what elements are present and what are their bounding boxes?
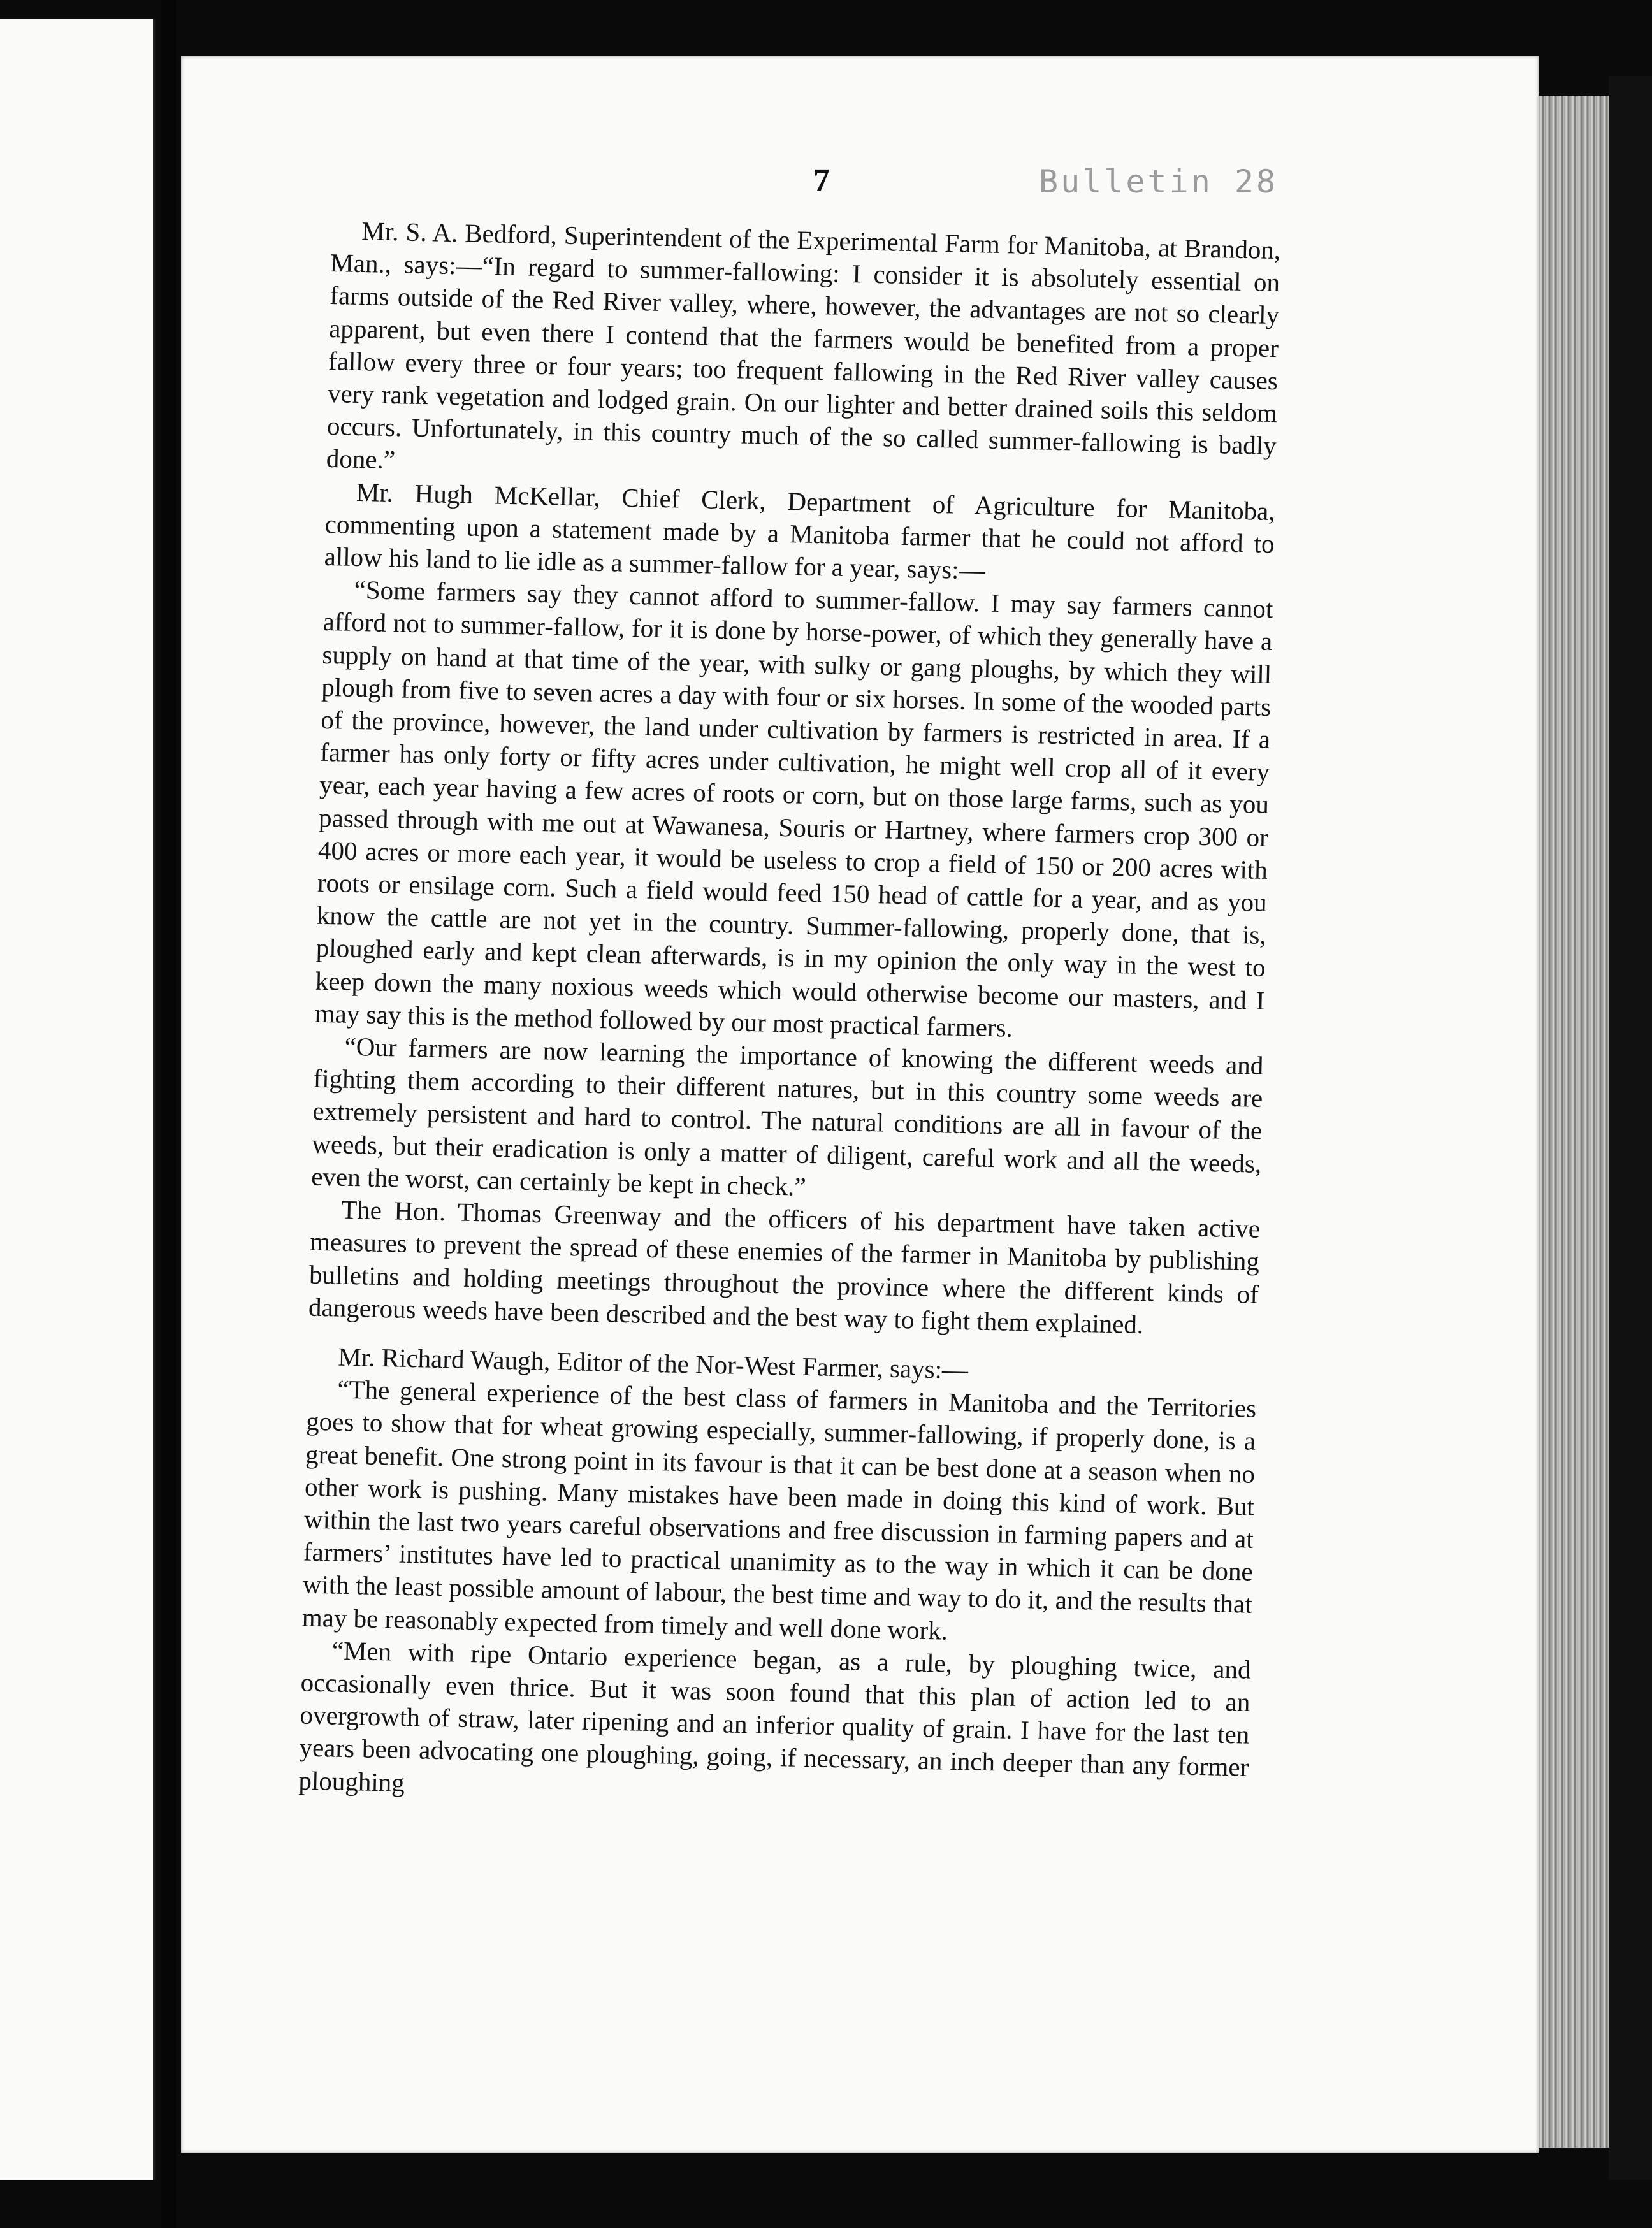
- paragraph-waugh-quote-2: “Men with ripe Ontario experience began, as a rule, by ploughing twice, and occasionally even thrice. But it was soon found that this plan of action led to an overgrowth of straw, later ripening and an inferior quality of grain. I have for the last ten years been advocating one ploughing, going, if necessary, an inch deeper than any former ploughing: [298, 1635, 1251, 1797]
- paragraph-waugh-intro: Mr. Richard Waugh, Editor of the Nor-West Farmer, says:—: [337, 1342, 969, 1385]
- paragraph-mckellar-intro: Mr. Hugh McKellar, Chief Clerk, Department of Agriculture for Manitoba, commenting upon a statement made by a Manitoba farmer that he could not afford to allow his land to lie idle as a summer-fallow for a year, says:—: [324, 477, 1276, 585]
- paragraph-mckellar-quote-1: “Some farmers say they cannot afford to summer-fallow. I may say farmers cannot afford not to summer-fallow, for it is done by horse-power, of which they generally have a supply on hand at that time of the year, with sulky or gang ploughs, by which they will plough from five to seven acres a day with four or six horses. In some of the wooded parts of the province, however, the land under cultivation by farmers is restricted in area. If a farmer has only forty or fifty acres under cultivation, he might well crop all of it every year, each year having a few acres of roots or corn, but on those large farms, such as you passed through with me out at Wawanesa, Souris or Hartney, where farmers crop 300 or 400 acres or more each year, it would be useless to crop a field of 150 or 200 acres with roots or ensilage corn. Such a field would feed 150 head of cattle for a year, and as you know the cattle are not yet in the country. Summer-fallowing, properly done, that is, ploughed early and kept clean afterwards, is in my opinion the only way in the west to keep down the many noxious weeds which would otherwise become our masters, and I may say this is the method followed by our most practical farmers.: [314, 575, 1273, 1043]
- paragraph-bedford: Mr. S. A. Bedford, Superintendent of the Experimental Farm for Manitoba, at Brandon, Man., says:—“In regard to summer-fallowing: I consider it is absolutely essential on farms outside of the Red River valley, where, however, the advantages are not so clearly apparent, but even there I contend that the farmers would be benefited from a proper fallow every three or four years; too frequent fallowing in the Red River valley causes very rank vegetation and lodged grain. On our lighter and better drained soils this seldom occurs. Unfortunately, in this country much of the so called summer-fallowing is badly done.”: [326, 216, 1281, 475]
- book-cover-edge: [1609, 76, 1652, 2180]
- running-title: Bulletin 28: [1039, 163, 1279, 200]
- paragraph-greenway: The Hon. Thomas Greenway and the officers of his department have taken active measures to prevent the spread of these enemies of the farmer in Manitoba by publishing bulletins and holding meetings throughout the province where the different kinds of dangerous weeds have been described and the best way to fight them explained.: [308, 1194, 1261, 1339]
- facing-page-edge: [0, 19, 155, 2180]
- page-block-edges: [1539, 96, 1609, 2148]
- paragraph-mckellar-quote-2: “Our farmers are now learning the importance of knowing the different weeds and fighting them according to their different natures, but in this country some weeds are extremely persistent and hard to control. The natural conditions are all in favour of the weeds, but their eradication is only a matter of diligent, careful work and all the weeds, even the worst, can certainly be kept in check.”: [310, 1031, 1264, 1201]
- body-text: [298, 214, 1281, 1816]
- book-gutter: [162, 0, 176, 2228]
- page-header: [797, 162, 1389, 219]
- page-number: 7: [813, 163, 830, 199]
- paragraph-waugh-quote-1: “The general experience of the best class of farmers in Manitoba and the Territories goes to show that for wheat growing especially, summer-fallowing, if properly done, is a great benefit. One strong point in its favour is that it can be best done at a season when no other work is pushing. Many mistakes have been made in doing this kind of work. But within the last two years careful observations and free discussion in farming papers and at farmers’ institutes have led to practical unanimity as to the way in which it can be done with the least possible amount of labour, the best time and way to do it, and the results that may be reasonably expected from timely and well done work.: [301, 1374, 1257, 1646]
